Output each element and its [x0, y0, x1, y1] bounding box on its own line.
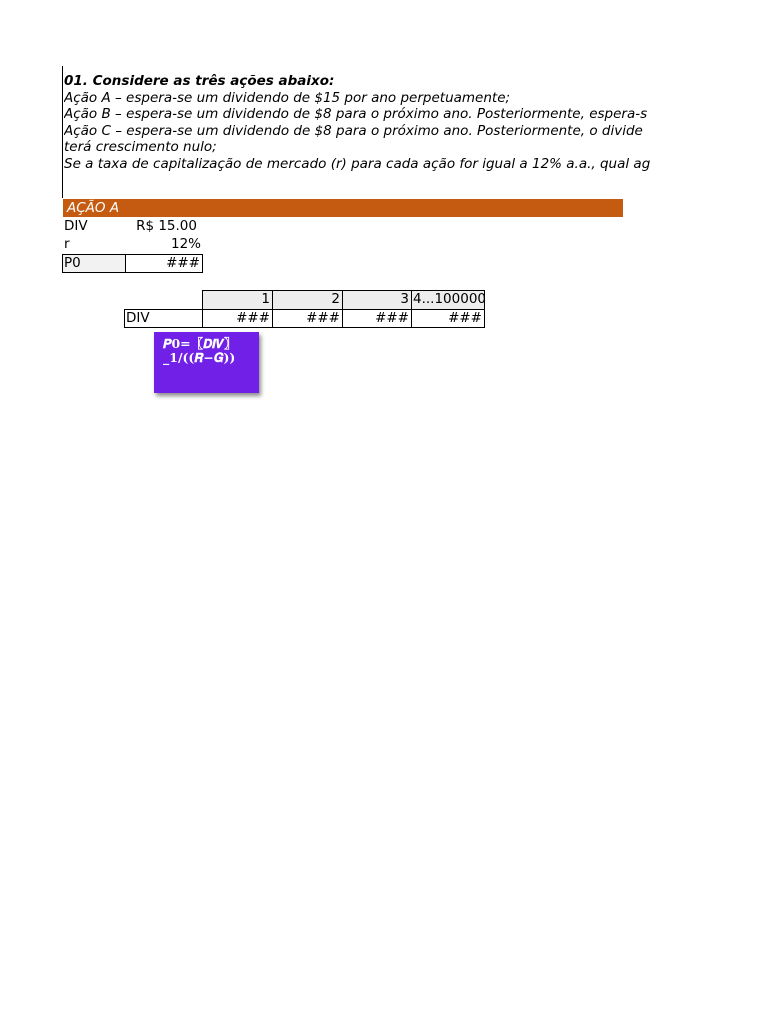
p0-value[interactable]: ###	[125, 254, 203, 273]
question-line-b: Ação B – espera-se um dividendo de $8 para o próximo ano. Posteriormente, espera-s	[64, 106, 648, 122]
cashflow-value-2[interactable]: ###	[272, 309, 343, 328]
question-line-c-cont: terá crescimento nulo;	[64, 139, 217, 155]
r-value[interactable]: 12%	[170, 236, 201, 252]
question-text	[64, 73, 656, 172]
cashflow-value-3[interactable]: ###	[342, 309, 412, 328]
cashflow-value-1[interactable]: ###	[202, 309, 273, 328]
div-label[interactable]: DIV	[64, 218, 88, 234]
div-value[interactable]: R$ 15.00	[136, 218, 197, 234]
r-label[interactable]: r	[64, 236, 70, 252]
cashflow-value-4[interactable]: ###	[411, 309, 485, 328]
period-header-1[interactable]: 1	[202, 290, 273, 310]
period-header-4[interactable]: 4...100000	[411, 290, 485, 310]
cashflow-row-label[interactable]: DIV	[124, 309, 203, 328]
formula-shape[interactable]	[154, 332, 259, 393]
section-header-acao-a[interactable]: AÇÃO A	[63, 199, 623, 217]
question-line-ask: Se a taxa de capitalização de mercado (r) para cada ação for igual a 12% a.a., qual ag	[64, 155, 651, 172]
cell-border-line	[62, 66, 63, 198]
period-header-3[interactable]: 3	[342, 290, 412, 310]
formula-line-2: _𝟏/((𝑹−𝑮))	[163, 350, 236, 365]
question-title: 01. Considere as três ações abaixo:	[64, 73, 335, 89]
question-line-a: Ação A – espera-se um dividendo de $15 por ano perpetuamente;	[64, 89, 511, 106]
p0-label[interactable]: P0	[62, 254, 126, 273]
formula-line-1: 𝑷𝟎=〖𝑫𝑰𝑽〗	[163, 336, 237, 351]
question-line-c: Ação C – espera-se um dividendo de $8 para o próximo ano. Posteriormente, o divide	[64, 122, 643, 139]
period-header-2[interactable]: 2	[272, 290, 343, 310]
